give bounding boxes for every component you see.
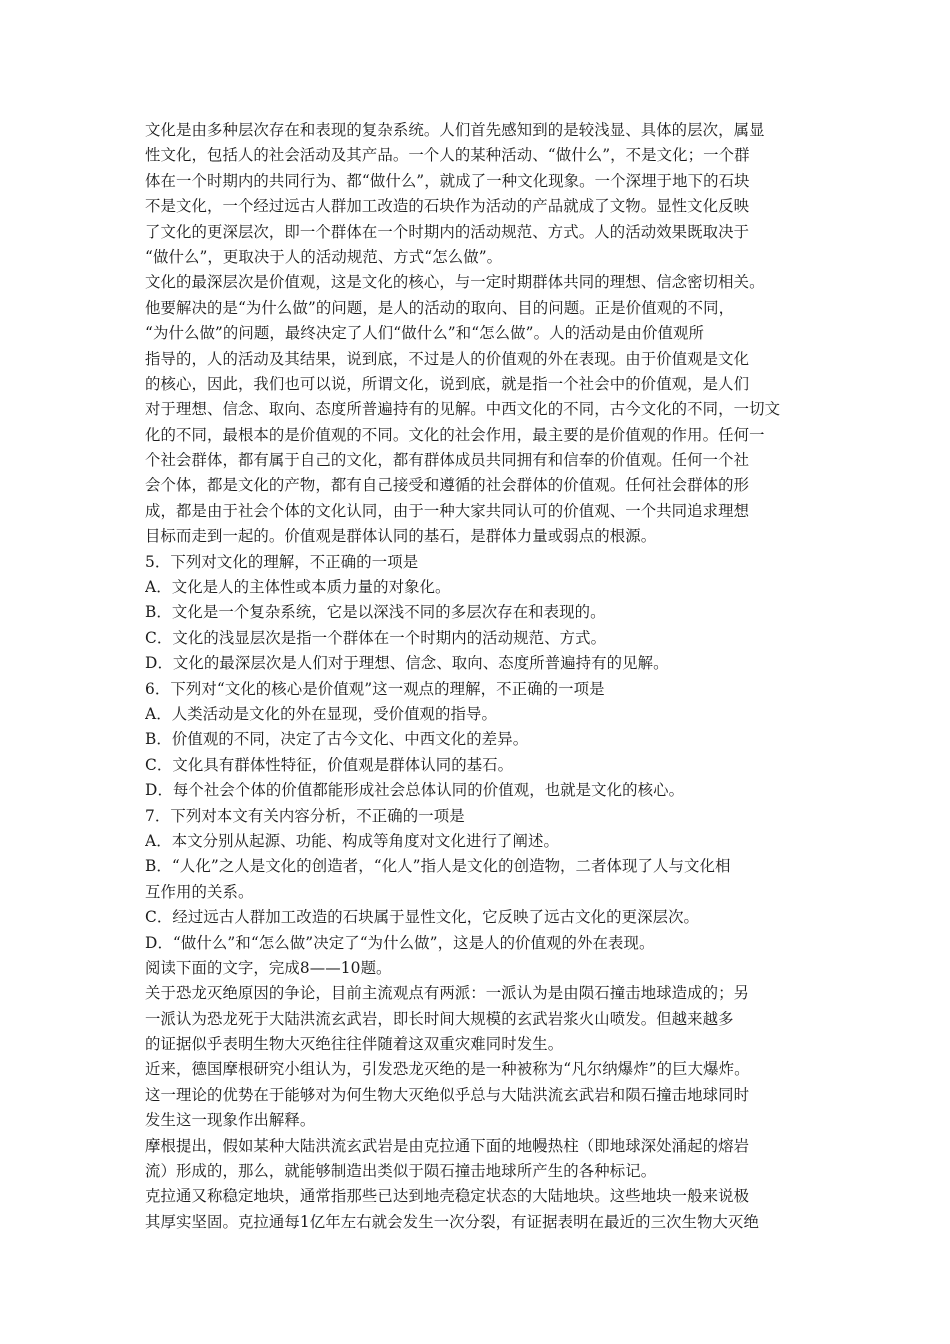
text-line: 近来，德国摩根研究小组认为，引发恐龙灭绝的是一种被称为“凡尔纳爆炸”的巨大爆炸。 xyxy=(145,1060,750,1079)
text-line: 文化是由多种层次存在和表现的复杂系统。人们首先感知到的是较浅显、具体的层次，属显 xyxy=(145,121,765,139)
text-line: A．文化是人的主体性或本质力量的对象化。 xyxy=(145,578,451,597)
text-line: 他要解决的是“为什么做”的问题，是人的活动的取向、目的问题。正是价值观的不同， xyxy=(145,298,735,317)
text-line: 5．下列对文化的理解，不正确的一项是 xyxy=(145,552,419,571)
text-line: 流）形成的，那么，就能够制造出类似于陨石撞击地球所产生的各种标记。 xyxy=(145,1162,657,1181)
text-line: 阅读下面的文字，完成8——10题。 xyxy=(145,958,392,977)
text-line: “做什么”，更取决于人的活动规范、方式“怎么做”。 xyxy=(145,247,503,266)
text-line: 摩根提出，假如某种大陆洪流玄武岩是由克拉通下面的地幔热柱（即地球深处涌起的熔岩 xyxy=(145,1136,750,1155)
text-line: 化的不同，最根本的是价值观的不同。文化的社会作用，最主要的是价值观的作用。任何一 xyxy=(145,425,765,444)
text-line: 7．下列对本文有关内容分析，不正确的一项是 xyxy=(145,806,465,825)
text-line: 文化的最深层次是价值观，这是文化的核心，与一定时期群体共同的理想、信念密切相关。 xyxy=(145,273,765,292)
text-line: A．人类活动是文化的外在显现，受价值观的指导。 xyxy=(145,704,498,723)
text-line: 互作用的关系。 xyxy=(145,882,254,901)
text-line: D．每个社会个体的价值都能形成社会总体认同的价值观，也就是文化的核心。 xyxy=(145,781,685,800)
text-line: 性文化，包括人的社会活动及其产品。一个人的某种活动、“做什么”，不是文化；一个群 xyxy=(145,146,750,165)
text-line: 克拉通又称稳定地块，通常指那些已达到地壳稳定状态的大陆地块。这些地块一般来说极 xyxy=(145,1187,750,1206)
text-line: 对于理想、信念、取向、态度所普遍持有的见解。中西文化的不同，古今文化的不同，一切文 xyxy=(145,400,781,419)
text-line: A．本文分别从起源、功能、构成等角度对文化进行了阐述。 xyxy=(145,831,559,850)
text-line: 其厚实坚固。克拉通每1亿年左右就会发生一次分裂，有证据表明在最近的三次生物大灭绝 xyxy=(145,1212,760,1231)
text-line: 的证据似乎表明生物大灭绝往往伴随着这双重灾难同时发生。 xyxy=(145,1035,564,1054)
text-line: 不是文化，一个经过远古人群加工改造的石块作为活动的产品就成了文物。显性文化反映 xyxy=(145,197,750,216)
text-line: “为什么做”的问题，最终决定了人们“做什么”和“怎么做”。人的活动是由价值观所 xyxy=(145,324,704,343)
text-line: D．文化的最深层次是人们对于理想、信念、取向、态度所普遍持有的见解。 xyxy=(145,654,669,673)
text-line: 会个体，都是文化的产物，都有自己接受和遵循的社会群体的价值观。任何社会群体的形 xyxy=(145,476,750,495)
text-line: 关于恐龙灭绝原因的争论，目前主流观点有两派：一派认为是由陨石撞击地球造成的；另 xyxy=(145,984,750,1003)
text-line: 个社会群体，都有属于自己的文化，都有群体成员共同拥有和信奉的价值观。任何一个社 xyxy=(145,451,750,470)
text-line: 发生这一现象作出解释。 xyxy=(145,1111,316,1130)
text-line: 指导的，人的活动及其结果，说到底，不过是人的价值观的外在表现。由于价值观是文化 xyxy=(145,349,750,368)
text-line: 一派认为恐龙死于大陆洪流玄武岩，即长时间大规模的玄武岩浆火山喷发。但越来越多 xyxy=(145,1009,734,1028)
text-line: 目标而走到一起的。价值观是群体认同的基石，是群体力量或弱点的根源。 xyxy=(145,527,657,546)
text-line: C．文化具有群体性特征，价值观是群体认同的基石。 xyxy=(145,755,514,774)
text-line: B．“人化”之人是文化的创造者，“化人”指人是文化的创造物，二者体现了人与文化相 xyxy=(145,857,731,876)
text-line: 这一理论的优势在于能够对为何生物大灭绝似乎总与大陆洪流玄武岩和陨石撞击地球同时 xyxy=(145,1085,750,1104)
text-line: D．“做什么”和“怎么做”决定了“为什么做”，这是人的价值观的外在表现。 xyxy=(145,933,655,952)
text-line: 的核心，因此，我们也可以说，所谓文化，说到底，就是指一个社会中的价值观，是人们 xyxy=(145,374,750,393)
document-page xyxy=(145,118,813,1235)
text-line: 成，都是由于社会个体的文化认同，由于一种大家共同认可的价值观、一个共同追求理想 xyxy=(145,501,750,520)
text-line: B．文化是一个复杂系统，它是以深浅不同的多层次存在和表现的。 xyxy=(145,603,606,622)
text-line: 6．下列对“文化的核心是价值观”这一观点的理解，不正确的一项是 xyxy=(145,679,605,698)
text-line: B．价值观的不同，决定了古今文化、中西文化的差异。 xyxy=(145,730,529,749)
text-line: C．经过远古人群加工改造的石块属于显性文化，它反映了远古文化的更深层次。 xyxy=(145,908,700,927)
text-line: C．文化的浅显层次是指一个群体在一个时期内的活动规范、方式。 xyxy=(145,628,607,647)
text-line: 了文化的更深层次，即一个群体在一个时期内的活动规范、方式。人的活动效果既取决于 xyxy=(145,222,750,241)
text-line: 体在一个时期内的共同行为、都“做什么”，就成了一种文化现象。一个深埋于地下的石块 xyxy=(145,171,750,190)
